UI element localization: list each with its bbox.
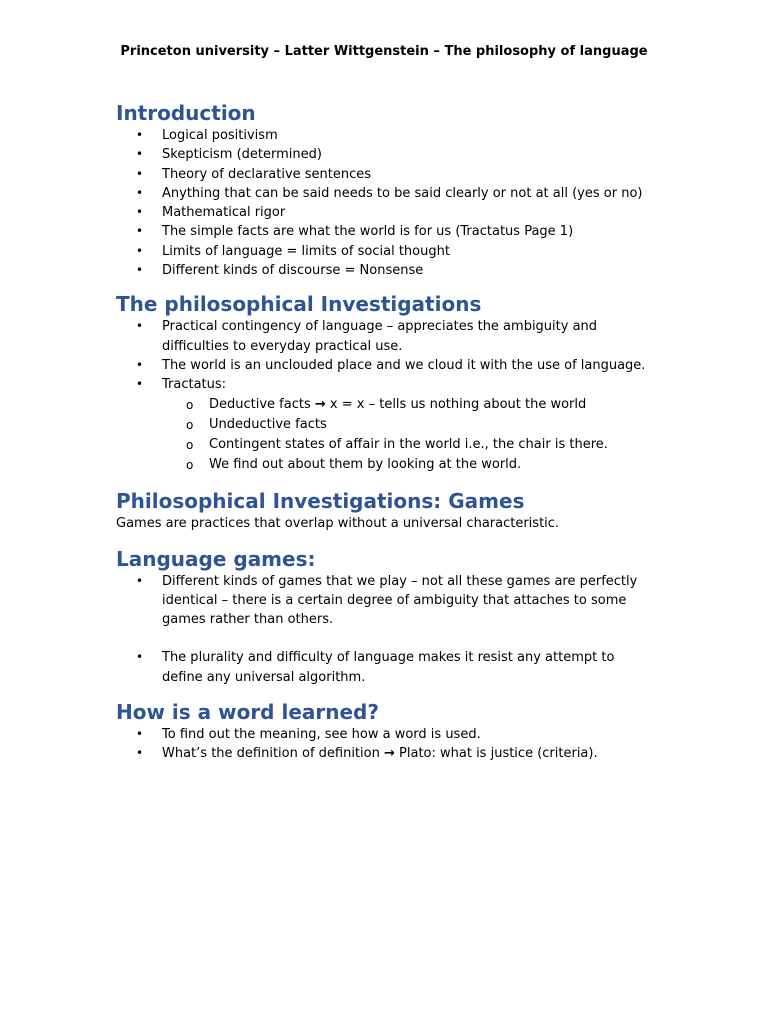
sub-list-item: o Undeductive facts	[116, 415, 656, 435]
circle-bullet-icon: o	[186, 457, 194, 472]
list-item: • The world is an unclouded place and we cloud it with the use of language.	[116, 356, 656, 375]
introduction-list	[116, 126, 656, 280]
bullet-icon: •	[136, 573, 144, 588]
bullet-icon: •	[136, 185, 144, 200]
bullet-icon: •	[136, 377, 144, 392]
list-item: • Tractatus:	[116, 375, 656, 394]
bullet-icon: •	[136, 650, 144, 665]
heading-language-games: Language games:	[116, 546, 316, 571]
bullet-icon: •	[136, 357, 144, 372]
bullet-icon: •	[136, 166, 144, 181]
bullet-icon: •	[136, 205, 144, 220]
list-item: • Different kinds of games that we play – not all these games are perfectly identical – there is a certain degree of ambiguity that attaches to some games rather than others.	[136, 573, 638, 628]
list-item: • The plurality and difficulty of language makes it resist any attempt to define any universal algorithm.	[136, 650, 615, 685]
sub-list-item: o We find out about them by looking at the world.	[116, 455, 656, 475]
bullet-icon: •	[136, 224, 144, 239]
heading-word-learned: How is a word learned?	[116, 700, 379, 725]
circle-bullet-icon: o	[186, 417, 194, 432]
arrow-right-icon: →	[383, 746, 395, 762]
sub-list-item: o Deductive facts → x = x – tells us nothing about the world	[116, 395, 656, 415]
list-item: • To find out the meaning, see how a word is used.	[116, 725, 656, 744]
arrow-right-icon: →	[314, 396, 326, 412]
bullet-icon: •	[136, 746, 144, 761]
heading-introduction: Introduction	[116, 101, 256, 125]
sub-list-item: o Contingent states of affair in the world i.e., the chair is there.	[116, 435, 656, 455]
list-item: • Mathematical rigor	[116, 203, 656, 222]
language-games-list	[116, 572, 656, 630]
list-item: • Anything that can be said needs to be said clearly or not at all (yes or no)	[116, 184, 656, 203]
list-item: • Theory of declarative sentences	[116, 165, 656, 184]
spacer	[116, 629, 656, 648]
games-paragraph: Games are practices that overlap without a universal characteristic.	[116, 515, 560, 531]
list-item: • Practical contingency of language – appreciates the ambiguity and difficulties to everyday practical use.	[136, 319, 598, 354]
bullet-icon: •	[136, 727, 144, 742]
bullet-icon: •	[136, 243, 144, 258]
heading-games: Philosophical Investigations: Games	[116, 488, 525, 513]
list-item: • Skepticism (determined)	[116, 145, 656, 164]
list-item: • Logical positivism	[116, 126, 656, 145]
list-item: • The simple facts are what the world is for us (Tractatus Page 1)	[116, 222, 656, 241]
document-body	[116, 100, 656, 764]
language-games-list-2	[116, 648, 656, 687]
heading-philosophical-investigations: The philosophical Investigations	[116, 292, 482, 317]
bullet-icon: •	[136, 263, 144, 278]
circle-bullet-icon: o	[186, 397, 194, 412]
page-header: Princeton university – Latter Wittgenstein – The philosophy of language	[120, 44, 648, 59]
list-item: • Limits of language = limits of social thought	[116, 242, 656, 261]
circle-bullet-icon: o	[186, 437, 194, 452]
investigations-list	[116, 317, 656, 474]
list-item: • What’s the definition of definition → Plato: what is justice (criteria).	[116, 744, 656, 763]
list-item: • Different kinds of discourse = Nonsense	[116, 261, 656, 280]
bullet-icon: •	[136, 128, 144, 142]
bullet-icon: •	[136, 319, 144, 334]
bullet-icon: •	[136, 147, 144, 162]
word-learned-list	[116, 725, 656, 764]
